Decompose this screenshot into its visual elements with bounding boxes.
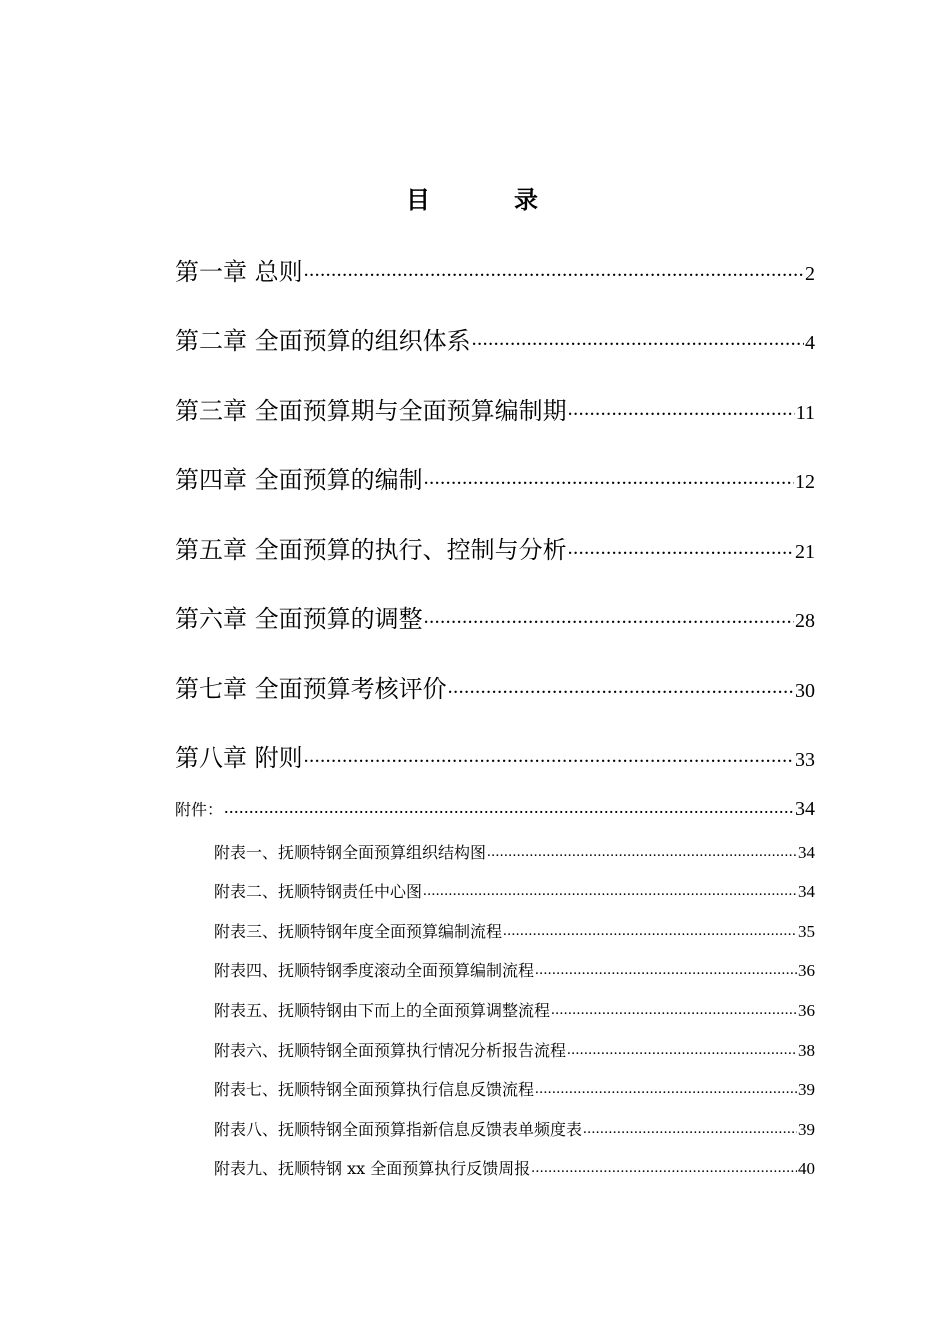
toc-leader-dots	[424, 603, 794, 627]
toc-appendix-7[interactable]	[214, 1077, 815, 1101]
toc-leader-dots	[423, 881, 797, 897]
toc-chapter-label: 第七章 全面预算考核评价	[175, 675, 447, 703]
toc-chapter-label: 第四章 全面预算的编制	[175, 466, 423, 494]
toc-page-number: 40	[798, 1159, 815, 1178]
toc-page-number: 34	[798, 843, 815, 862]
toc-appendix-label: 附表八、抚顺特钢全面预算指新信息反馈表单频度表	[214, 1120, 583, 1139]
toc-chapter-8[interactable]	[175, 738, 815, 772]
toc-appendix-6[interactable]	[214, 1038, 815, 1062]
toc-chapter-6[interactable]	[175, 599, 815, 633]
toc-leader-dots	[224, 799, 794, 815]
toc-page-number: 2	[805, 263, 815, 285]
toc-page-number: 33	[795, 749, 815, 771]
toc-appendix-2[interactable]	[214, 879, 815, 903]
toc-leader-dots	[568, 395, 795, 419]
toc-page-number: 36	[798, 961, 815, 980]
toc-page-number: 11	[795, 402, 815, 424]
toc-title: 目 录	[406, 185, 568, 214]
toc-leader-dots	[551, 1000, 797, 1016]
toc-chapter-7[interactable]	[175, 669, 815, 703]
toc-leader-dots	[535, 1079, 797, 1095]
toc-appendix-label: 附表七、抚顺特钢全面预算执行信息反馈流程	[214, 1080, 535, 1099]
toc-appendix-3[interactable]	[214, 919, 815, 943]
toc-chapter-label: 第一章 总则	[175, 258, 303, 286]
toc-page-number: 34	[795, 798, 815, 820]
toc-page-number: 35	[798, 922, 815, 941]
toc-appendix-label: 附表二、抚顺特钢责任中心图	[214, 882, 423, 901]
toc-appendix-5[interactable]	[214, 998, 815, 1022]
toc-attachment-label: 附件：	[175, 800, 224, 819]
toc-appendix-9[interactable]	[214, 1156, 815, 1180]
toc-chapter-label: 第五章 全面预算的执行、控制与分析	[175, 536, 567, 564]
toc-page-number: 21	[795, 541, 815, 563]
toc-leader-dots	[567, 1040, 797, 1056]
toc-chapter-2[interactable]	[175, 321, 815, 355]
toc-leader-dots	[304, 742, 794, 766]
toc-page-number: 39	[798, 1080, 815, 1099]
toc-leader-dots	[472, 325, 804, 349]
toc-leader-dots	[503, 921, 797, 937]
toc-appendix-label: 附表九、抚顺特钢 xx 全面预算执行反馈周报	[214, 1159, 531, 1178]
toc-page-number: 38	[798, 1041, 815, 1060]
toc-page-number: 30	[795, 680, 815, 702]
toc-page-number: 36	[798, 1001, 815, 1020]
toc-appendix-label: 附表六、抚顺特钢全面预算执行情况分析报告流程	[214, 1041, 567, 1060]
toc-chapter-3[interactable]	[175, 391, 815, 425]
toc-leader-dots	[568, 534, 794, 558]
toc-appendix-4[interactable]	[214, 958, 815, 982]
toc-leader-dots	[424, 464, 794, 488]
toc-attachment[interactable]	[175, 797, 815, 821]
toc-page-number: 34	[798, 882, 815, 901]
toc-appendix-label: 附表五、抚顺特钢由下而上的全面预算调整流程	[214, 1001, 551, 1020]
toc-chapter-5[interactable]	[175, 530, 815, 564]
toc-appendix-1[interactable]	[214, 840, 815, 864]
toc-chapter-label: 第三章 全面预算期与全面预算编制期	[175, 397, 567, 425]
toc-chapter-label: 第八章 附则	[175, 744, 303, 772]
toc-leader-dots	[531, 1158, 797, 1174]
toc-leader-dots	[487, 842, 797, 858]
toc-leader-dots	[304, 256, 804, 280]
toc-appendix-label: 附表四、抚顺特钢季度滚动全面预算编制流程	[214, 961, 535, 980]
toc-appendix-label: 附表三、抚顺特钢年度全面预算编制流程	[214, 922, 503, 941]
toc-appendix-label: 附表一、抚顺特钢全面预算组织结构图	[214, 843, 487, 862]
toc-chapter-label: 第二章 全面预算的组织体系	[175, 327, 471, 355]
toc-page-number: 28	[795, 610, 815, 632]
toc-page-number: 12	[795, 471, 815, 493]
toc-page-number: 4	[805, 332, 815, 354]
toc-chapter-4[interactable]	[175, 460, 815, 494]
toc-page-number: 39	[798, 1120, 815, 1139]
toc-leader-dots	[583, 1119, 797, 1135]
toc-chapter-label: 第六章 全面预算的调整	[175, 605, 423, 633]
toc-appendix-8[interactable]	[214, 1117, 815, 1141]
toc-leader-dots	[535, 960, 797, 976]
toc-chapter-1[interactable]	[175, 252, 815, 286]
toc-leader-dots	[448, 673, 794, 697]
